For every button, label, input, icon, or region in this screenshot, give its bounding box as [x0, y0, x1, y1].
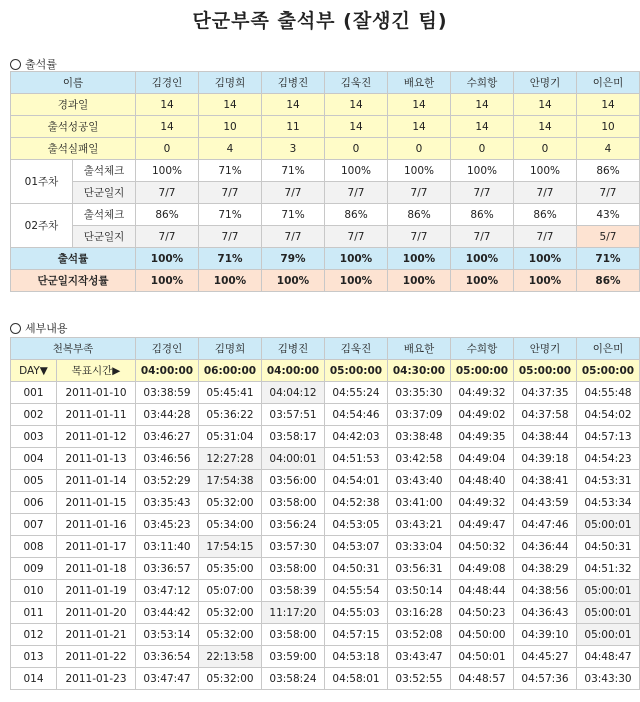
summary-row — [11, 116, 640, 138]
time-cell: 04:49:47 — [451, 514, 514, 536]
value-cell: 71% — [199, 248, 262, 270]
name-header: 수희항 — [451, 338, 514, 360]
time-cell: 04:49:04 — [451, 448, 514, 470]
week-label: 02주차 — [11, 204, 73, 248]
time-cell: 04:54:23 — [577, 448, 640, 470]
time-cell: 04:37:35 — [514, 382, 577, 404]
value-cell: 100% — [451, 248, 514, 270]
target-cell: 05:00:00 — [577, 360, 640, 382]
time-cell: 04:49:35 — [451, 426, 514, 448]
table-row — [11, 470, 640, 492]
time-cell: 04:04:12 — [262, 382, 325, 404]
name-header: 안명기 — [514, 338, 577, 360]
table-row — [11, 558, 640, 580]
time-cell: 04:50:31 — [577, 536, 640, 558]
value-cell: 71% — [262, 160, 325, 182]
time-cell: 04:37:58 — [514, 404, 577, 426]
name-header: 김욱진 — [325, 338, 388, 360]
time-cell: 04:54:02 — [577, 404, 640, 426]
table-row — [11, 536, 640, 558]
value-cell: 14 — [514, 94, 577, 116]
time-cell: 04:38:56 — [514, 580, 577, 602]
date-cell: 2011-01-22 — [57, 646, 136, 668]
week-diary-row — [11, 226, 640, 248]
value-cell: 7/7 — [199, 182, 262, 204]
value-cell: 100% — [136, 270, 199, 292]
date-cell: 2011-01-13 — [57, 448, 136, 470]
value-cell: 0 — [388, 138, 451, 160]
value-cell: 7/7 — [262, 182, 325, 204]
table-row — [11, 404, 640, 426]
time-cell: 04:55:03 — [325, 602, 388, 624]
time-cell: 03:45:23 — [136, 514, 199, 536]
target-cell: 04:00:00 — [136, 360, 199, 382]
day-cell: 011 — [11, 602, 57, 624]
day-cell: 007 — [11, 514, 57, 536]
value-cell: 14 — [199, 94, 262, 116]
day-cell: 008 — [11, 536, 57, 558]
week-check-row — [11, 160, 640, 182]
week-diary-row — [11, 182, 640, 204]
time-cell: 05:00:01 — [577, 514, 640, 536]
time-cell: 05:32:00 — [199, 668, 262, 690]
value-cell: 0 — [451, 138, 514, 160]
table-row — [11, 646, 640, 668]
time-cell: 03:35:30 — [388, 382, 451, 404]
time-cell: 03:36:54 — [136, 646, 199, 668]
value-cell: 79% — [262, 248, 325, 270]
value-cell: 7/7 — [514, 182, 577, 204]
time-cell: 03:44:28 — [136, 404, 199, 426]
time-cell: 04:50:23 — [451, 602, 514, 624]
time-cell: 04:48:40 — [451, 470, 514, 492]
column-header: 이름 — [11, 72, 136, 94]
value-cell: 7/7 — [262, 226, 325, 248]
time-cell: 04:49:08 — [451, 558, 514, 580]
value-cell: 100% — [514, 270, 577, 292]
time-cell: 03:38:59 — [136, 382, 199, 404]
target-cell: 05:00:00 — [451, 360, 514, 382]
time-cell: 04:53:34 — [577, 492, 640, 514]
time-cell: 04:50:01 — [451, 646, 514, 668]
day-cell: 010 — [11, 580, 57, 602]
table-row — [11, 426, 640, 448]
time-cell: 04:36:43 — [514, 602, 577, 624]
day-cell: 002 — [11, 404, 57, 426]
time-cell: 03:36:57 — [136, 558, 199, 580]
day-cell: 014 — [11, 668, 57, 690]
time-cell: 04:39:18 — [514, 448, 577, 470]
time-cell: 03:47:47 — [136, 668, 199, 690]
circle-bullet-icon — [10, 323, 21, 334]
time-cell: 04:57:15 — [325, 624, 388, 646]
value-cell: 14 — [577, 94, 640, 116]
time-cell: 04:55:48 — [577, 382, 640, 404]
value-cell: 100% — [514, 248, 577, 270]
row-label: 출석성공일 — [11, 116, 136, 138]
page-title: 단군부족 출석부 (잘생긴 팀) — [192, 10, 448, 32]
time-cell: 17:54:15 — [199, 536, 262, 558]
value-cell: 14 — [388, 116, 451, 138]
time-cell: 04:49:02 — [451, 404, 514, 426]
name-header: 안명기 — [514, 72, 577, 94]
time-cell: 05:00:01 — [577, 602, 640, 624]
day-sort-header: DAY▼ — [11, 360, 57, 382]
time-cell: 05:45:41 — [199, 382, 262, 404]
value-cell: 7/7 — [388, 182, 451, 204]
time-cell: 03:57:51 — [262, 404, 325, 426]
value-cell: 100% — [262, 270, 325, 292]
time-cell: 04:38:29 — [514, 558, 577, 580]
section-title: 출석률 — [25, 58, 57, 71]
time-cell: 03:46:56 — [136, 448, 199, 470]
name-header: 수희항 — [451, 72, 514, 94]
value-cell: 7/7 — [514, 226, 577, 248]
value-cell: 0 — [514, 138, 577, 160]
table-row — [11, 492, 640, 514]
name-header: 배요한 — [388, 72, 451, 94]
time-cell: 05:00:01 — [577, 580, 640, 602]
time-cell: 05:31:04 — [199, 426, 262, 448]
time-cell: 04:53:07 — [325, 536, 388, 558]
time-cell: 22:13:58 — [199, 646, 262, 668]
name-header: 김경인 — [136, 72, 199, 94]
name-header: 김병진 — [262, 338, 325, 360]
date-cell: 2011-01-12 — [57, 426, 136, 448]
value-cell: 100% — [136, 160, 199, 182]
target-label: 목표시간▶ — [57, 360, 136, 382]
table-row — [11, 382, 640, 404]
value-cell: 14 — [325, 94, 388, 116]
target-cell: 05:00:00 — [514, 360, 577, 382]
value-cell: 14 — [451, 94, 514, 116]
value-cell: 7/7 — [199, 226, 262, 248]
time-cell: 03:16:28 — [388, 602, 451, 624]
table-row — [11, 602, 640, 624]
date-cell: 2011-01-17 — [57, 536, 136, 558]
value-cell: 100% — [325, 270, 388, 292]
time-cell: 03:38:48 — [388, 426, 451, 448]
row-label: 출석률 — [11, 248, 136, 270]
table-row — [11, 668, 640, 690]
time-cell: 04:50:31 — [325, 558, 388, 580]
name-header: 이은미 — [577, 338, 640, 360]
time-cell: 04:57:36 — [514, 668, 577, 690]
time-cell: 03:46:27 — [136, 426, 199, 448]
value-cell: 100% — [325, 248, 388, 270]
value-cell: 86% — [577, 160, 640, 182]
target-cell: 04:30:00 — [388, 360, 451, 382]
value-cell: 86% — [388, 204, 451, 226]
date-cell: 2011-01-21 — [57, 624, 136, 646]
name-header: 김욱진 — [325, 72, 388, 94]
time-cell: 04:51:32 — [577, 558, 640, 580]
time-cell: 03:58:39 — [262, 580, 325, 602]
value-cell: 71% — [199, 204, 262, 226]
time-cell: 04:43:59 — [514, 492, 577, 514]
circle-bullet-icon — [10, 59, 21, 70]
row-label: 출석체크 — [73, 204, 136, 226]
value-cell: 100% — [451, 270, 514, 292]
value-cell: 86% — [325, 204, 388, 226]
time-cell: 04:49:32 — [451, 492, 514, 514]
value-cell: 10 — [199, 116, 262, 138]
value-cell: 100% — [514, 160, 577, 182]
section-attendance-rate — [10, 56, 57, 72]
time-cell: 04:54:46 — [325, 404, 388, 426]
value-cell: 100% — [325, 160, 388, 182]
table-row — [11, 624, 640, 646]
time-cell: 04:51:53 — [325, 448, 388, 470]
time-cell: 03:57:30 — [262, 536, 325, 558]
value-cell: 7/7 — [577, 182, 640, 204]
time-cell: 04:49:32 — [451, 382, 514, 404]
value-cell: 14 — [451, 116, 514, 138]
time-cell: 04:54:01 — [325, 470, 388, 492]
time-cell: 04:38:41 — [514, 470, 577, 492]
target-row — [11, 360, 640, 382]
value-cell: 7/7 — [325, 182, 388, 204]
value-cell: 14 — [325, 116, 388, 138]
diary-rate-row — [11, 270, 640, 292]
value-cell: 71% — [199, 160, 262, 182]
value-cell: 100% — [451, 160, 514, 182]
time-cell: 12:27:28 — [199, 448, 262, 470]
time-cell: 04:38:44 — [514, 426, 577, 448]
value-cell: 7/7 — [325, 226, 388, 248]
value-cell: 86% — [451, 204, 514, 226]
day-cell: 006 — [11, 492, 57, 514]
time-cell: 03:35:43 — [136, 492, 199, 514]
date-cell: 2011-01-11 — [57, 404, 136, 426]
time-cell: 03:43:30 — [577, 668, 640, 690]
value-cell: 100% — [199, 270, 262, 292]
row-label: 단군일지작성률 — [11, 270, 136, 292]
value-cell: 11 — [262, 116, 325, 138]
row-label: 경과일 — [11, 94, 136, 116]
time-cell: 04:47:46 — [514, 514, 577, 536]
date-cell: 2011-01-15 — [57, 492, 136, 514]
value-cell: 0 — [136, 138, 199, 160]
table-row — [11, 514, 640, 536]
date-cell: 2011-01-19 — [57, 580, 136, 602]
time-cell: 03:53:14 — [136, 624, 199, 646]
time-cell: 04:39:10 — [514, 624, 577, 646]
target-cell: 06:00:00 — [199, 360, 262, 382]
value-cell: 86% — [136, 204, 199, 226]
name-header: 김병진 — [262, 72, 325, 94]
value-cell: 7/7 — [136, 182, 199, 204]
name-header: 김명희 — [199, 72, 262, 94]
day-cell: 001 — [11, 382, 57, 404]
time-cell: 04:48:47 — [577, 646, 640, 668]
value-cell: 7/7 — [451, 226, 514, 248]
date-cell: 2011-01-18 — [57, 558, 136, 580]
time-cell: 03:52:08 — [388, 624, 451, 646]
day-cell: 012 — [11, 624, 57, 646]
day-cell: 005 — [11, 470, 57, 492]
header-row — [11, 72, 640, 94]
value-cell: 0 — [325, 138, 388, 160]
time-cell: 04:58:01 — [325, 668, 388, 690]
time-cell: 05:35:00 — [199, 558, 262, 580]
time-cell: 03:58:00 — [262, 492, 325, 514]
table-row — [11, 580, 640, 602]
time-cell: 03:56:00 — [262, 470, 325, 492]
row-label: 단군일지 — [73, 226, 136, 248]
column-header: 천복부족 — [11, 338, 136, 360]
name-header: 김경인 — [136, 338, 199, 360]
time-cell: 03:58:17 — [262, 426, 325, 448]
time-cell: 03:58:00 — [262, 624, 325, 646]
summary-row — [11, 94, 640, 116]
time-cell: 03:52:55 — [388, 668, 451, 690]
time-cell: 05:32:00 — [199, 602, 262, 624]
date-cell: 2011-01-16 — [57, 514, 136, 536]
day-cell: 013 — [11, 646, 57, 668]
target-cell: 04:00:00 — [262, 360, 325, 382]
value-cell: 4 — [577, 138, 640, 160]
day-cell: 003 — [11, 426, 57, 448]
target-cell: 05:00:00 — [325, 360, 388, 382]
rate-row — [11, 248, 640, 270]
time-cell: 04:52:38 — [325, 492, 388, 514]
time-cell: 03:37:09 — [388, 404, 451, 426]
row-label: 단군일지 — [73, 182, 136, 204]
value-cell: 71% — [262, 204, 325, 226]
time-cell: 04:42:03 — [325, 426, 388, 448]
time-cell: 04:57:13 — [577, 426, 640, 448]
summary-row — [11, 138, 640, 160]
value-cell: 3 — [262, 138, 325, 160]
time-cell: 03:33:04 — [388, 536, 451, 558]
value-cell: 100% — [388, 248, 451, 270]
time-cell: 05:00:01 — [577, 624, 640, 646]
value-cell: 14 — [262, 94, 325, 116]
value-cell: 7/7 — [136, 226, 199, 248]
value-cell: 43% — [577, 204, 640, 226]
day-cell: 009 — [11, 558, 57, 580]
date-cell: 2011-01-14 — [57, 470, 136, 492]
date-cell: 2011-01-20 — [57, 602, 136, 624]
value-cell: 71% — [577, 248, 640, 270]
value-cell: 86% — [577, 270, 640, 292]
value-cell: 100% — [388, 270, 451, 292]
time-cell: 03:52:29 — [136, 470, 199, 492]
week-check-row — [11, 204, 640, 226]
name-header: 김명희 — [199, 338, 262, 360]
time-cell: 03:44:42 — [136, 602, 199, 624]
time-cell: 04:50:32 — [451, 536, 514, 558]
name-header: 이은미 — [577, 72, 640, 94]
value-cell: 14 — [136, 94, 199, 116]
time-cell: 05:32:00 — [199, 624, 262, 646]
time-cell: 04:55:24 — [325, 382, 388, 404]
time-cell: 05:07:00 — [199, 580, 262, 602]
section-title: 세부내용 — [25, 322, 68, 335]
value-cell: 7/7 — [451, 182, 514, 204]
time-cell: 03:43:47 — [388, 646, 451, 668]
table-row — [11, 448, 640, 470]
value-cell: 100% — [136, 248, 199, 270]
value-cell: 100% — [388, 160, 451, 182]
time-cell: 03:42:58 — [388, 448, 451, 470]
time-cell: 04:53:31 — [577, 470, 640, 492]
value-cell: 86% — [514, 204, 577, 226]
time-cell: 03:50:14 — [388, 580, 451, 602]
name-header: 배요한 — [388, 338, 451, 360]
row-label: 출석실패일 — [11, 138, 136, 160]
time-cell: 04:48:44 — [451, 580, 514, 602]
time-cell: 05:32:00 — [199, 492, 262, 514]
time-cell: 04:53:05 — [325, 514, 388, 536]
value-cell: 7/7 — [388, 226, 451, 248]
row-label: 출석체크 — [73, 160, 136, 182]
time-cell: 03:41:00 — [388, 492, 451, 514]
value-cell: 10 — [577, 116, 640, 138]
value-cell: 5/7 — [577, 226, 640, 248]
time-cell: 03:58:00 — [262, 558, 325, 580]
day-cell: 004 — [11, 448, 57, 470]
time-cell: 03:58:24 — [262, 668, 325, 690]
time-cell: 04:45:27 — [514, 646, 577, 668]
section-details — [10, 320, 68, 336]
attendance-detail-table — [10, 337, 640, 690]
time-cell: 03:11:40 — [136, 536, 199, 558]
time-cell: 04:36:44 — [514, 536, 577, 558]
time-cell: 03:56:31 — [388, 558, 451, 580]
time-cell: 04:55:54 — [325, 580, 388, 602]
value-cell: 14 — [136, 116, 199, 138]
time-cell: 03:59:00 — [262, 646, 325, 668]
week-label: 01주차 — [11, 160, 73, 204]
time-cell: 05:34:00 — [199, 514, 262, 536]
value-cell: 14 — [388, 94, 451, 116]
time-cell: 04:00:01 — [262, 448, 325, 470]
time-cell: 04:48:57 — [451, 668, 514, 690]
time-cell: 03:56:24 — [262, 514, 325, 536]
time-cell: 04:50:00 — [451, 624, 514, 646]
attendance-summary-table — [10, 71, 640, 292]
value-cell: 4 — [199, 138, 262, 160]
time-cell: 04:53:18 — [325, 646, 388, 668]
time-cell: 11:17:20 — [262, 602, 325, 624]
header-row — [11, 338, 640, 360]
time-cell: 03:43:40 — [388, 470, 451, 492]
date-cell: 2011-01-10 — [57, 382, 136, 404]
time-cell: 03:47:12 — [136, 580, 199, 602]
time-cell: 03:43:21 — [388, 514, 451, 536]
value-cell: 14 — [514, 116, 577, 138]
time-cell: 05:36:22 — [199, 404, 262, 426]
time-cell: 17:54:38 — [199, 470, 262, 492]
date-cell: 2011-01-23 — [57, 668, 136, 690]
